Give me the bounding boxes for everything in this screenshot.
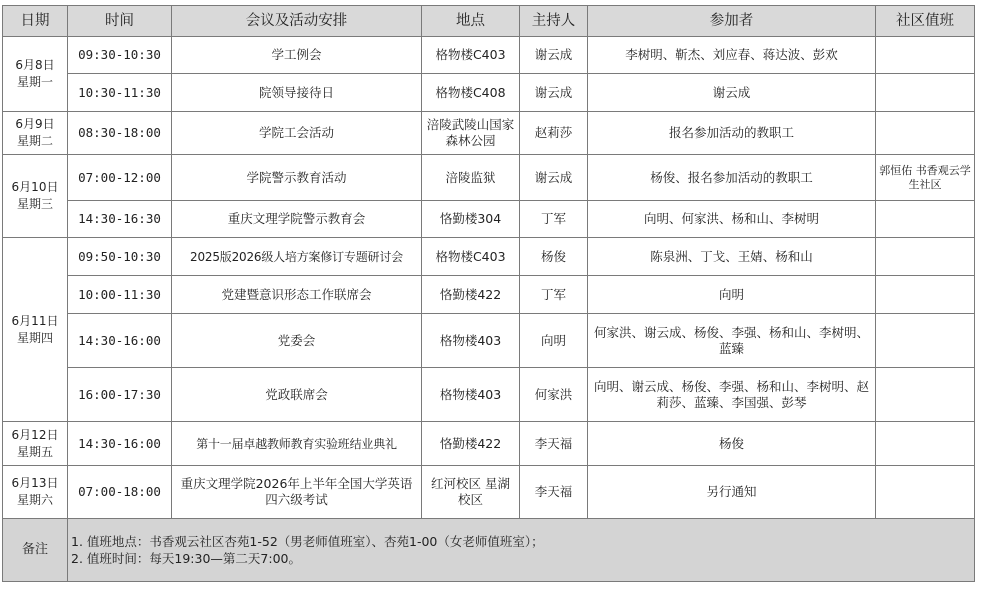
host-cell: 杨俊 bbox=[520, 238, 588, 276]
event-cell: 院领导接待日 bbox=[172, 74, 422, 112]
event-cell: 第十一届卓越教师教育实验班结业典礼 bbox=[172, 422, 422, 466]
weekday-label: 星期五 bbox=[16, 444, 53, 459]
host-cell: 赵莉莎 bbox=[520, 112, 588, 155]
location-cell: 红河校区 星湖校区 bbox=[422, 466, 520, 519]
location-cell: 格物楼403 bbox=[422, 368, 520, 422]
schedule-table bbox=[2, 5, 975, 582]
participants-cell: 李树明、靳杰、刘应春、蒋达波、彭欢 bbox=[588, 37, 876, 74]
time-cell: 14:30-16:00 bbox=[68, 314, 172, 368]
date-cell bbox=[3, 112, 68, 155]
location-cell: 涪陵监狱 bbox=[422, 155, 520, 201]
participants-cell: 向明 bbox=[588, 276, 876, 314]
date-label: 6月13日 bbox=[11, 476, 59, 490]
event-cell: 2025版2026级人培方案修订专题研讨会 bbox=[172, 238, 422, 276]
time-cell: 07:00-12:00 bbox=[68, 155, 172, 201]
location-cell: 恪勤楼422 bbox=[422, 422, 520, 466]
location-cell: 格物楼C403 bbox=[422, 238, 520, 276]
date-cell bbox=[3, 238, 68, 422]
notes-label: 备注 bbox=[3, 519, 68, 582]
participants-cell: 报名参加活动的教职工 bbox=[588, 112, 876, 155]
location-cell: 格物楼403 bbox=[422, 314, 520, 368]
participants-cell: 何家洪、谢云成、杨俊、李强、杨和山、李树明、蓝臻 bbox=[588, 314, 876, 368]
header-duty: 社区值班 bbox=[876, 6, 975, 37]
host-cell: 向明 bbox=[520, 314, 588, 368]
host-cell: 谢云成 bbox=[520, 74, 588, 112]
table-row bbox=[3, 422, 975, 466]
event-cell: 重庆文理学院2026年上半年全国大学英语四六级考试 bbox=[172, 466, 422, 519]
time-cell: 07:00-18:00 bbox=[68, 466, 172, 519]
location-cell: 涪陵武陵山国家森林公园 bbox=[422, 112, 520, 155]
header-participants: 参加者 bbox=[588, 6, 876, 37]
duty-cell bbox=[876, 368, 975, 422]
duty-cell bbox=[876, 112, 975, 155]
header-row bbox=[3, 6, 975, 37]
table-row bbox=[3, 314, 975, 368]
duty-cell bbox=[876, 74, 975, 112]
header-event: 会议及活动安排 bbox=[172, 6, 422, 37]
duty-cell bbox=[876, 276, 975, 314]
time-cell: 14:30-16:30 bbox=[68, 201, 172, 238]
header-time: 时间 bbox=[68, 6, 172, 37]
duty-cell bbox=[876, 314, 975, 368]
host-cell: 谢云成 bbox=[520, 155, 588, 201]
table-row bbox=[3, 74, 975, 112]
header-location: 地点 bbox=[422, 6, 520, 37]
time-cell: 10:00-11:30 bbox=[68, 276, 172, 314]
date-cell bbox=[3, 155, 68, 238]
time-cell: 16:00-17:30 bbox=[68, 368, 172, 422]
host-cell: 李天福 bbox=[520, 466, 588, 519]
event-cell: 党委会 bbox=[172, 314, 422, 368]
date-cell bbox=[3, 466, 68, 519]
note-line: 1. 值班地点：书香观云社区杏苑1-52（男老师值班室）、杏苑1-00（女老师值班室）； bbox=[71, 534, 544, 549]
host-cell: 丁军 bbox=[520, 276, 588, 314]
location-cell: 格物楼C408 bbox=[422, 74, 520, 112]
participants-cell: 杨俊 bbox=[588, 422, 876, 466]
duty-cell: 郭恒佑 书香观云学生社区 bbox=[876, 155, 975, 201]
duty-cell bbox=[876, 466, 975, 519]
header-host: 主持人 bbox=[520, 6, 588, 37]
event-cell: 学院警示教育活动 bbox=[172, 155, 422, 201]
location-cell: 恪勤楼304 bbox=[422, 201, 520, 238]
time-cell: 08:30-18:00 bbox=[68, 112, 172, 155]
notes-body bbox=[68, 519, 975, 582]
table-row bbox=[3, 112, 975, 155]
table-row bbox=[3, 466, 975, 519]
duty-cell bbox=[876, 422, 975, 466]
event-cell: 党政联席会 bbox=[172, 368, 422, 422]
duty-cell bbox=[876, 201, 975, 238]
participants-cell: 陈泉洲、丁戈、王婧、杨和山 bbox=[588, 238, 876, 276]
event-cell: 党建暨意识形态工作联席会 bbox=[172, 276, 422, 314]
weekday-label: 星期二 bbox=[16, 134, 53, 148]
table-row bbox=[3, 201, 975, 238]
weekday-label: 星期三 bbox=[16, 197, 53, 211]
date-label: 6月11日 bbox=[11, 313, 59, 328]
host-cell: 李天福 bbox=[520, 422, 588, 466]
date-label: 6月9日 bbox=[15, 117, 55, 131]
date-cell bbox=[3, 422, 68, 466]
weekday-label: 星期一 bbox=[16, 75, 53, 89]
table-row bbox=[3, 368, 975, 422]
weekday-label: 星期六 bbox=[16, 493, 53, 507]
event-cell: 重庆文理学院警示教育会 bbox=[172, 201, 422, 238]
location-cell: 格物楼C403 bbox=[422, 37, 520, 74]
participants-cell: 谢云成 bbox=[588, 74, 876, 112]
time-cell: 09:30-10:30 bbox=[68, 37, 172, 74]
host-cell: 何家洪 bbox=[520, 368, 588, 422]
event-cell: 学工例会 bbox=[172, 37, 422, 74]
note-line: 2. 值班时间：每天19:30—第二天7:00。 bbox=[71, 551, 301, 566]
participants-cell: 另行通知 bbox=[588, 466, 876, 519]
table-row bbox=[3, 37, 975, 74]
date-cell bbox=[3, 37, 68, 112]
time-cell: 09:50-10:30 bbox=[68, 238, 172, 276]
host-cell: 谢云成 bbox=[520, 37, 588, 74]
event-cell: 学院工会活动 bbox=[172, 112, 422, 155]
date-label: 6月12日 bbox=[11, 427, 59, 442]
duty-cell bbox=[876, 37, 975, 74]
table-row bbox=[3, 276, 975, 314]
date-label: 6月8日 bbox=[15, 58, 55, 72]
duty-cell bbox=[876, 238, 975, 276]
header-date: 日期 bbox=[3, 6, 68, 37]
time-cell: 14:30-16:00 bbox=[68, 422, 172, 466]
time-cell: 10:30-11:30 bbox=[68, 74, 172, 112]
date-label: 6月10日 bbox=[11, 180, 59, 194]
host-cell: 丁军 bbox=[520, 201, 588, 238]
weekday-label: 星期四 bbox=[16, 330, 53, 345]
notes-row bbox=[3, 519, 975, 582]
location-cell: 恪勤楼422 bbox=[422, 276, 520, 314]
table-row bbox=[3, 155, 975, 201]
participants-cell: 杨俊、报名参加活动的教职工 bbox=[588, 155, 876, 201]
table-row bbox=[3, 238, 975, 276]
participants-cell: 向明、谢云成、杨俊、李强、杨和山、李树明、赵莉莎、蓝臻、李国强、彭琴 bbox=[588, 368, 876, 422]
participants-cell: 向明、何家洪、杨和山、李树明 bbox=[588, 201, 876, 238]
